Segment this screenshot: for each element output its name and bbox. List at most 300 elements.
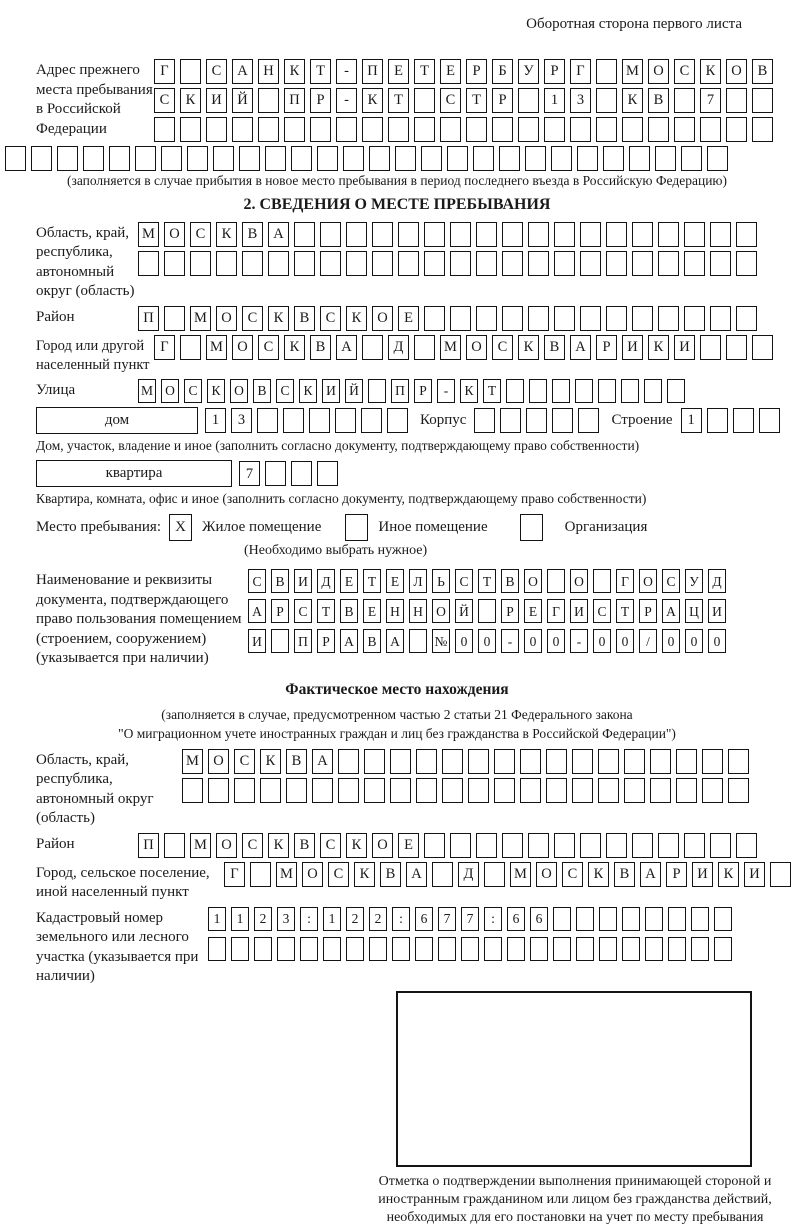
char-cell[interactable] xyxy=(551,146,572,171)
char-cell[interactable] xyxy=(231,937,249,961)
char-cell[interactable] xyxy=(187,146,208,171)
char-cell[interactable]: К xyxy=(207,379,225,403)
char-cell[interactable] xyxy=(161,146,182,171)
char-cell[interactable] xyxy=(208,937,226,961)
char-cell[interactable]: С xyxy=(154,88,175,113)
char-cell[interactable] xyxy=(362,335,383,360)
char-cell[interactable] xyxy=(461,937,479,961)
char-cell[interactable]: Е xyxy=(440,59,461,84)
char-cell[interactable] xyxy=(317,146,338,171)
char-cell[interactable] xyxy=(632,833,653,858)
char-cell[interactable]: 0 xyxy=(708,629,726,653)
char-cell[interactable]: Т xyxy=(616,599,634,623)
char-cell[interactable]: Б xyxy=(492,59,513,84)
char-cell[interactable] xyxy=(554,306,575,331)
char-cell[interactable] xyxy=(291,461,312,486)
char-cell[interactable] xyxy=(676,778,697,803)
char-cell[interactable] xyxy=(598,778,619,803)
char-cell[interactable] xyxy=(700,335,721,360)
char-cell[interactable]: К xyxy=(180,88,201,113)
char-cell[interactable] xyxy=(629,146,650,171)
char-cell[interactable]: О xyxy=(230,379,248,403)
char-cell[interactable]: В xyxy=(614,862,635,887)
char-cell[interactable] xyxy=(733,408,754,433)
char-cell[interactable] xyxy=(260,778,281,803)
char-cell[interactable] xyxy=(258,117,279,142)
char-cell[interactable]: А xyxy=(248,599,266,623)
char-cell[interactable]: С xyxy=(593,599,611,623)
char-cell[interactable] xyxy=(242,251,263,276)
char-cell[interactable]: / xyxy=(639,629,657,653)
char-cell[interactable]: В xyxy=(340,599,358,623)
char-cell[interactable] xyxy=(392,937,410,961)
char-cell[interactable] xyxy=(668,907,686,931)
char-cell[interactable] xyxy=(450,222,471,247)
char-cell[interactable]: К xyxy=(700,59,721,84)
char-cell[interactable]: В xyxy=(544,335,565,360)
char-cell[interactable] xyxy=(387,408,408,433)
char-cell[interactable]: С xyxy=(662,569,680,593)
char-cell[interactable]: С xyxy=(258,335,279,360)
char-cell[interactable] xyxy=(752,88,773,113)
char-cell[interactable]: 1 xyxy=(323,907,341,931)
char-cell[interactable] xyxy=(707,146,728,171)
char-cell[interactable] xyxy=(603,146,624,171)
char-cell[interactable] xyxy=(234,778,255,803)
char-cell[interactable] xyxy=(398,251,419,276)
char-cell[interactable] xyxy=(320,222,341,247)
char-cell[interactable] xyxy=(518,88,539,113)
char-cell[interactable]: 6 xyxy=(415,907,433,931)
char-cell[interactable] xyxy=(577,146,598,171)
char-cell[interactable]: К xyxy=(216,222,237,247)
char-cell[interactable] xyxy=(655,146,676,171)
char-cell[interactable] xyxy=(135,146,156,171)
char-cell[interactable] xyxy=(580,833,601,858)
char-cell[interactable] xyxy=(338,778,359,803)
char-cell[interactable] xyxy=(206,117,227,142)
char-cell[interactable]: К xyxy=(284,335,305,360)
char-cell[interactable]: М xyxy=(276,862,297,887)
char-cell[interactable]: И xyxy=(322,379,340,403)
char-cell[interactable]: : xyxy=(484,907,502,931)
char-cell[interactable] xyxy=(572,749,593,774)
char-cell[interactable] xyxy=(528,222,549,247)
char-cell[interactable]: 0 xyxy=(455,629,473,653)
char-cell[interactable]: 3 xyxy=(231,408,252,433)
char-cell[interactable] xyxy=(265,146,286,171)
char-cell[interactable] xyxy=(438,937,456,961)
char-cell[interactable]: 3 xyxy=(570,88,591,113)
char-cell[interactable]: Т xyxy=(466,88,487,113)
char-cell[interactable] xyxy=(502,222,523,247)
char-cell[interactable]: К xyxy=(588,862,609,887)
char-cell[interactable] xyxy=(502,251,523,276)
char-cell[interactable] xyxy=(190,251,211,276)
char-cell[interactable]: Е xyxy=(398,306,419,331)
char-cell[interactable]: А xyxy=(640,862,661,887)
char-cell[interactable] xyxy=(484,937,502,961)
char-cell[interactable] xyxy=(474,408,495,433)
char-cell[interactable] xyxy=(598,749,619,774)
char-cell[interactable] xyxy=(476,222,497,247)
char-cell[interactable] xyxy=(622,907,640,931)
char-cell[interactable] xyxy=(702,749,723,774)
char-cell[interactable] xyxy=(726,88,747,113)
char-cell[interactable] xyxy=(736,251,757,276)
char-cell[interactable] xyxy=(291,146,312,171)
char-cell[interactable]: П xyxy=(294,629,312,653)
char-cell[interactable] xyxy=(388,117,409,142)
char-cell[interactable]: Д xyxy=(708,569,726,593)
char-cell[interactable] xyxy=(466,117,487,142)
char-cell[interactable] xyxy=(684,251,705,276)
char-cell[interactable] xyxy=(684,833,705,858)
char-cell[interactable]: - xyxy=(501,629,519,653)
char-cell[interactable] xyxy=(728,749,749,774)
char-cell[interactable]: О xyxy=(639,569,657,593)
char-cell[interactable] xyxy=(320,251,341,276)
char-cell[interactable]: Р xyxy=(501,599,519,623)
char-cell[interactable] xyxy=(372,251,393,276)
char-cell[interactable]: А xyxy=(662,599,680,623)
char-cell[interactable] xyxy=(658,222,679,247)
char-cell[interactable] xyxy=(576,937,594,961)
char-cell[interactable] xyxy=(473,146,494,171)
char-cell[interactable]: 0 xyxy=(524,629,542,653)
char-cell[interactable] xyxy=(554,251,575,276)
char-cell[interactable]: В xyxy=(752,59,773,84)
char-cell[interactable] xyxy=(684,306,705,331)
char-cell[interactable]: Р xyxy=(666,862,687,887)
char-cell[interactable]: Т xyxy=(478,569,496,593)
char-cell[interactable]: С xyxy=(242,833,263,858)
char-cell[interactable] xyxy=(580,306,601,331)
char-cell[interactable] xyxy=(440,117,461,142)
char-cell[interactable] xyxy=(606,222,627,247)
char-cell[interactable] xyxy=(476,306,497,331)
char-cell[interactable] xyxy=(300,937,318,961)
char-cell[interactable]: С xyxy=(294,599,312,623)
char-cell[interactable]: Г xyxy=(616,569,634,593)
char-cell[interactable] xyxy=(707,408,728,433)
char-cell[interactable] xyxy=(710,833,731,858)
char-cell[interactable]: К xyxy=(354,862,375,887)
char-cell[interactable] xyxy=(547,569,565,593)
char-cell[interactable] xyxy=(667,379,685,403)
char-cell[interactable] xyxy=(424,833,445,858)
char-cell[interactable]: О xyxy=(432,599,450,623)
char-cell[interactable] xyxy=(286,778,307,803)
char-cell[interactable] xyxy=(650,749,671,774)
char-cell[interactable]: С xyxy=(276,379,294,403)
char-cell[interactable]: К xyxy=(268,306,289,331)
char-cell[interactable]: И xyxy=(248,629,266,653)
char-cell[interactable] xyxy=(726,117,747,142)
char-cell[interactable]: О xyxy=(164,222,185,247)
char-cell[interactable] xyxy=(599,907,617,931)
char-cell[interactable]: Р xyxy=(271,599,289,623)
char-cell[interactable]: В xyxy=(286,749,307,774)
char-cell[interactable] xyxy=(421,146,442,171)
char-cell[interactable] xyxy=(596,117,617,142)
char-cell[interactable] xyxy=(346,222,367,247)
char-cell[interactable] xyxy=(622,117,643,142)
char-cell[interactable]: 1 xyxy=(208,907,226,931)
char-cell[interactable]: Н xyxy=(409,599,427,623)
char-cell[interactable]: Т xyxy=(388,88,409,113)
char-cell[interactable]: О xyxy=(536,862,557,887)
char-cell[interactable] xyxy=(572,778,593,803)
char-cell[interactable] xyxy=(596,59,617,84)
char-cell[interactable] xyxy=(369,146,390,171)
char-cell[interactable] xyxy=(502,833,523,858)
char-cell[interactable] xyxy=(752,335,773,360)
char-cell[interactable] xyxy=(154,117,175,142)
char-cell[interactable] xyxy=(546,749,567,774)
char-cell[interactable]: О xyxy=(216,306,237,331)
char-cell[interactable] xyxy=(476,251,497,276)
char-cell[interactable] xyxy=(265,461,286,486)
char-cell[interactable] xyxy=(554,222,575,247)
char-cell[interactable]: М xyxy=(190,833,211,858)
char-cell[interactable]: 0 xyxy=(685,629,703,653)
char-cell[interactable]: Т xyxy=(363,569,381,593)
char-cell[interactable]: О xyxy=(524,569,542,593)
char-cell[interactable]: Й xyxy=(455,599,473,623)
char-cell[interactable]: М xyxy=(622,59,643,84)
char-cell[interactable]: О xyxy=(232,335,253,360)
char-cell[interactable] xyxy=(553,937,571,961)
char-cell[interactable]: С xyxy=(206,59,227,84)
char-cell[interactable]: 2 xyxy=(369,907,387,931)
char-cell[interactable]: К xyxy=(518,335,539,360)
char-cell[interactable]: И xyxy=(744,862,765,887)
checkbox-residential[interactable]: X xyxy=(169,514,192,541)
char-cell[interactable] xyxy=(528,833,549,858)
char-cell[interactable]: К xyxy=(362,88,383,113)
char-cell[interactable] xyxy=(180,335,201,360)
char-cell[interactable] xyxy=(691,907,709,931)
char-cell[interactable]: О xyxy=(726,59,747,84)
char-cell[interactable] xyxy=(484,862,505,887)
checkbox-other-premises[interactable] xyxy=(345,514,368,541)
char-cell[interactable] xyxy=(691,937,709,961)
char-cell[interactable] xyxy=(478,599,496,623)
char-cell[interactable] xyxy=(398,222,419,247)
char-cell[interactable]: - xyxy=(336,59,357,84)
char-cell[interactable] xyxy=(257,408,278,433)
char-cell[interactable] xyxy=(424,251,445,276)
char-cell[interactable] xyxy=(372,222,393,247)
char-cell[interactable]: С xyxy=(234,749,255,774)
char-cell[interactable] xyxy=(364,749,385,774)
char-cell[interactable] xyxy=(580,251,601,276)
char-cell[interactable] xyxy=(668,937,686,961)
char-cell[interactable]: Е xyxy=(363,599,381,623)
char-cell[interactable]: А xyxy=(406,862,427,887)
char-cell[interactable] xyxy=(606,833,627,858)
char-cell[interactable] xyxy=(476,833,497,858)
char-cell[interactable] xyxy=(554,833,575,858)
char-cell[interactable] xyxy=(552,379,570,403)
char-cell[interactable]: С xyxy=(320,833,341,858)
char-cell[interactable] xyxy=(361,408,382,433)
char-cell[interactable]: 6 xyxy=(530,907,548,931)
char-cell[interactable] xyxy=(529,379,547,403)
char-cell[interactable] xyxy=(544,117,565,142)
char-cell[interactable]: : xyxy=(300,907,318,931)
char-cell[interactable] xyxy=(658,833,679,858)
char-cell[interactable]: Н xyxy=(386,599,404,623)
char-cell[interactable] xyxy=(714,907,732,931)
char-cell[interactable]: К xyxy=(346,833,367,858)
char-cell[interactable] xyxy=(317,461,338,486)
char-cell[interactable]: М xyxy=(138,379,156,403)
char-cell[interactable]: 7 xyxy=(239,461,260,486)
char-cell[interactable]: Е xyxy=(388,59,409,84)
char-cell[interactable] xyxy=(180,117,201,142)
char-cell[interactable]: К xyxy=(718,862,739,887)
char-cell[interactable] xyxy=(414,335,435,360)
char-cell[interactable]: Г xyxy=(154,335,175,360)
char-cell[interactable] xyxy=(578,408,599,433)
char-cell[interactable] xyxy=(507,937,525,961)
char-cell[interactable]: В xyxy=(271,569,289,593)
char-cell[interactable] xyxy=(684,222,705,247)
char-cell[interactable]: В xyxy=(648,88,669,113)
char-cell[interactable] xyxy=(323,937,341,961)
char-cell[interactable]: М xyxy=(206,335,227,360)
char-cell[interactable] xyxy=(390,778,411,803)
char-cell[interactable]: К xyxy=(260,749,281,774)
char-cell[interactable]: В xyxy=(363,629,381,653)
char-cell[interactable]: В xyxy=(253,379,271,403)
char-cell[interactable] xyxy=(5,146,26,171)
char-cell[interactable] xyxy=(599,937,617,961)
char-cell[interactable] xyxy=(580,222,601,247)
char-cell[interactable]: К xyxy=(284,59,305,84)
char-cell[interactable]: И xyxy=(294,569,312,593)
char-cell[interactable] xyxy=(500,408,521,433)
char-cell[interactable] xyxy=(343,146,364,171)
char-cell[interactable]: 1 xyxy=(544,88,565,113)
char-cell[interactable]: С xyxy=(190,222,211,247)
char-cell[interactable] xyxy=(362,117,383,142)
char-cell[interactable] xyxy=(644,379,662,403)
char-cell[interactable]: Р xyxy=(492,88,513,113)
char-cell[interactable] xyxy=(338,749,359,774)
char-cell[interactable] xyxy=(530,937,548,961)
char-cell[interactable] xyxy=(728,778,749,803)
char-cell[interactable]: С xyxy=(242,306,263,331)
char-cell[interactable] xyxy=(424,306,445,331)
char-cell[interactable]: О xyxy=(648,59,669,84)
char-cell[interactable]: № xyxy=(432,629,450,653)
char-cell[interactable] xyxy=(528,251,549,276)
char-cell[interactable] xyxy=(702,778,723,803)
char-cell[interactable]: О xyxy=(161,379,179,403)
char-cell[interactable]: Й xyxy=(232,88,253,113)
char-cell[interactable] xyxy=(520,749,541,774)
char-cell[interactable]: Р xyxy=(317,629,335,653)
char-cell[interactable] xyxy=(726,335,747,360)
char-cell[interactable] xyxy=(494,778,515,803)
char-cell[interactable]: : xyxy=(392,907,410,931)
char-cell[interactable]: 2 xyxy=(346,907,364,931)
char-cell[interactable] xyxy=(576,907,594,931)
char-cell[interactable] xyxy=(368,379,386,403)
char-cell[interactable] xyxy=(518,117,539,142)
char-cell[interactable] xyxy=(346,937,364,961)
char-cell[interactable] xyxy=(268,251,289,276)
char-cell[interactable]: С xyxy=(248,569,266,593)
char-cell[interactable]: Р xyxy=(414,379,432,403)
char-cell[interactable] xyxy=(138,251,159,276)
char-cell[interactable]: И xyxy=(570,599,588,623)
char-cell[interactable] xyxy=(309,408,330,433)
char-cell[interactable]: К xyxy=(622,88,643,113)
char-cell[interactable]: Ц xyxy=(685,599,703,623)
char-cell[interactable] xyxy=(598,379,616,403)
char-cell[interactable]: Р xyxy=(596,335,617,360)
char-cell[interactable]: Р xyxy=(639,599,657,623)
char-cell[interactable] xyxy=(676,749,697,774)
char-cell[interactable]: С xyxy=(674,59,695,84)
char-cell[interactable]: К xyxy=(268,833,289,858)
char-cell[interactable]: О xyxy=(372,306,393,331)
char-cell[interactable]: Ь xyxy=(432,569,450,593)
char-cell[interactable] xyxy=(736,222,757,247)
char-cell[interactable]: П xyxy=(138,306,159,331)
char-cell[interactable] xyxy=(277,937,295,961)
char-cell[interactable] xyxy=(447,146,468,171)
char-cell[interactable] xyxy=(312,778,333,803)
char-cell[interactable] xyxy=(450,833,471,858)
char-cell[interactable] xyxy=(346,251,367,276)
char-cell[interactable]: М xyxy=(190,306,211,331)
char-cell[interactable]: П xyxy=(362,59,383,84)
char-cell[interactable]: 1 xyxy=(681,408,702,433)
char-cell[interactable] xyxy=(710,222,731,247)
char-cell[interactable]: В xyxy=(242,222,263,247)
char-cell[interactable]: 0 xyxy=(478,629,496,653)
char-cell[interactable]: С xyxy=(184,379,202,403)
char-cell[interactable]: У xyxy=(685,569,703,593)
char-cell[interactable]: С xyxy=(492,335,513,360)
char-cell[interactable] xyxy=(528,306,549,331)
char-cell[interactable]: И xyxy=(708,599,726,623)
char-cell[interactable]: В xyxy=(310,335,331,360)
char-cell[interactable]: В xyxy=(380,862,401,887)
char-cell[interactable]: К xyxy=(460,379,478,403)
char-cell[interactable]: А xyxy=(232,59,253,84)
char-cell[interactable]: О xyxy=(216,833,237,858)
char-cell[interactable]: В xyxy=(294,306,315,331)
char-cell[interactable]: К xyxy=(299,379,317,403)
char-cell[interactable] xyxy=(414,117,435,142)
char-cell[interactable]: 1 xyxy=(231,907,249,931)
char-cell[interactable] xyxy=(499,146,520,171)
char-cell[interactable]: О xyxy=(466,335,487,360)
char-cell[interactable]: 3 xyxy=(277,907,295,931)
char-cell[interactable] xyxy=(216,251,237,276)
char-cell[interactable] xyxy=(632,306,653,331)
char-cell[interactable] xyxy=(336,117,357,142)
char-cell[interactable] xyxy=(284,117,305,142)
char-cell[interactable] xyxy=(415,937,433,961)
char-cell[interactable] xyxy=(369,937,387,961)
